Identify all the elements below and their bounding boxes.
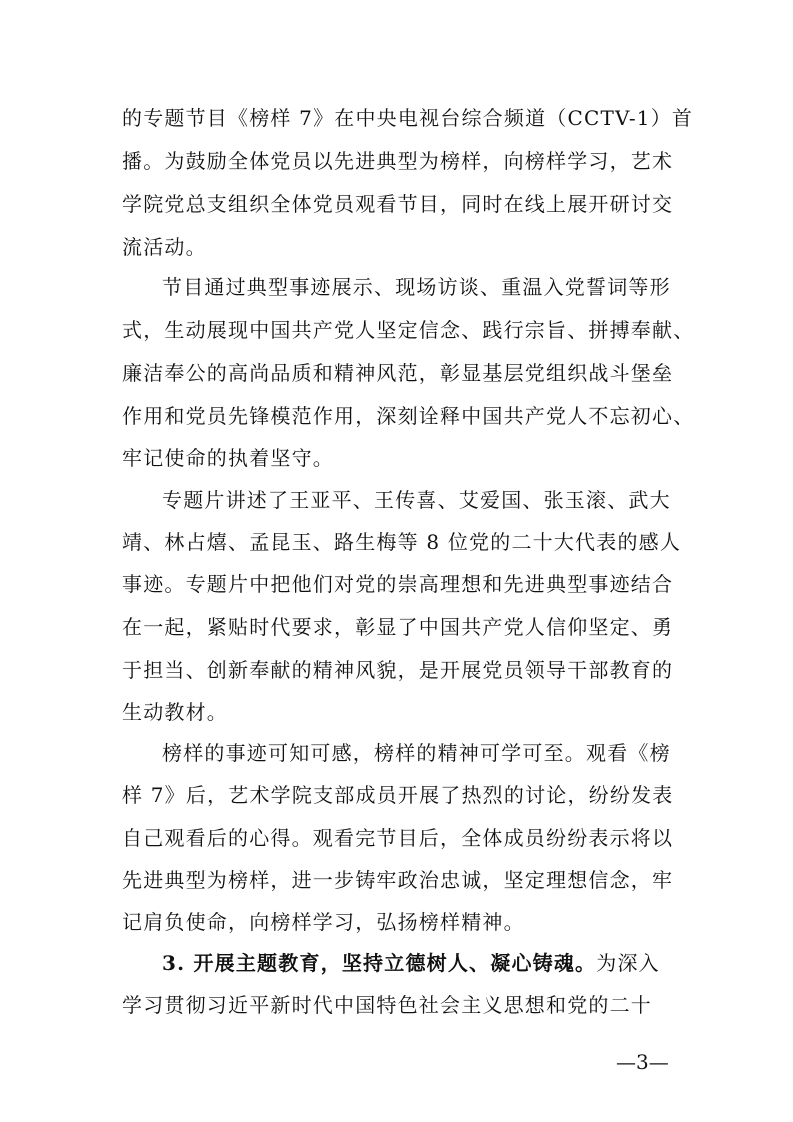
paragraph-line: 牢记使命的执着坚守。	[122, 446, 334, 470]
section-heading-line	[162, 951, 682, 975]
paragraph-line: 廉洁奉公的高尚品质和精神风范，彰显基层党组织战斗堡垒	[122, 361, 674, 385]
section-heading: 3. 开展主题教育，坚持立德树人、凝心铸魂。	[162, 951, 597, 975]
paragraph-line: 流活动。	[122, 235, 207, 259]
paragraph-line: 学院党总支组织全体党员观看节目，同时在线上展开研讨交	[122, 192, 674, 216]
section-heading-continuation: 为深入	[596, 951, 660, 975]
paragraph-first-line: 专题片讲述了王亚平、王传喜、艾爱国、张玉滚、武大	[162, 488, 671, 512]
paragraph-first-line: 榜样的事迹可知可感，榜样的精神可学可至。观看《榜	[162, 741, 671, 765]
paragraph-line: 在一起，紧贴时代要求，彰显了中国共产党人信仰坚定、勇	[122, 615, 674, 639]
paragraph-line: 于担当、创新奉献的精神风貌，是开展党员领导干部教育的	[122, 658, 674, 682]
paragraph-line: 先进典型为榜样，进一步铸牢政治忠诚，坚定理想信念，牢	[122, 868, 674, 892]
paragraph-line: 式，生动展现中国共产党人坚定信念、践行宗旨、拼搏奉献、	[122, 318, 695, 342]
paragraph-line: 样 7》后，艺术学院支部成员开展了热烈的讨论，纷纷发表	[122, 783, 674, 807]
paragraph-line: 学习贯彻习近平新时代中国特色社会主义思想和党的二十	[122, 993, 652, 1017]
paragraph-line: 作用和党员先锋模范作用，深刻诠释中国共产党人不忘初心、	[122, 404, 695, 428]
paragraph-first-line: 节目通过典型事迹展示、现场访谈、重温入党誓词等形	[162, 275, 671, 299]
paragraph-line: 自己观看后的心得。观看完节目后，全体成员纷纷表示将以	[122, 826, 674, 850]
paragraph-line: 的专题节目《榜样 7》在中央电视台综合频道（CCTV-1）首	[122, 106, 694, 130]
page-number: —3—	[616, 1050, 669, 1074]
paragraph-line: 播。为鼓励全体党员以先进典型为榜样，向榜样学习，艺术	[122, 149, 674, 173]
paragraph-line: 生动教材。	[122, 700, 228, 724]
paragraph-line: 靖、林占熺、孟昆玉、路生梅等 8 位党的二十大代表的感人	[122, 530, 682, 554]
paragraph-line: 事迹。专题片中把他们对党的崇高理想和先进典型事迹结合	[122, 572, 674, 596]
paragraph-line: 记肩负使命，向榜样学习，弘扬榜样精神。	[122, 910, 525, 934]
